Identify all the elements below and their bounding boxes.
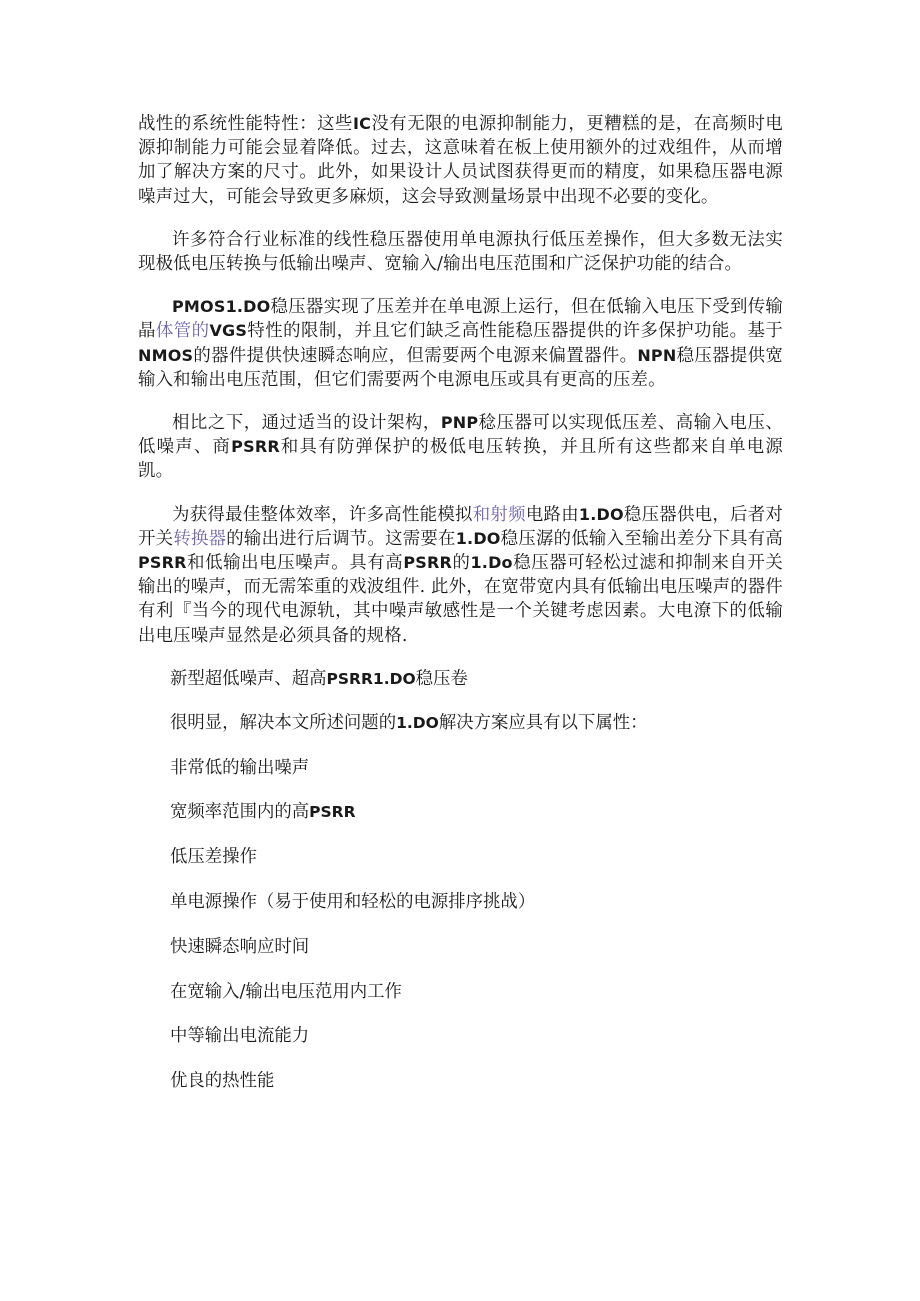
paragraph-5 [138,503,783,648]
paragraph-2 [138,228,783,276]
paragraph-4 [138,411,783,484]
bold-term: PSRR1.DO [326,669,416,688]
list-item: 低压差操作 [170,847,257,868]
text-run: 相比之下，通过适当的设计架构， [172,413,441,434]
bold-term: PSRR [138,553,187,573]
bold-term: VGS [209,321,248,341]
bold-term: NPN [637,345,677,365]
bold-term: IC [352,114,372,133]
document-body [138,112,783,1114]
text-run: 稳压卷 [415,668,468,689]
text-run: 电路由 [525,504,579,525]
list-item: 优良的热性能 [170,1071,275,1092]
bold-term: PSRR [309,803,356,822]
list-item: 非常低的输出噪声 [170,757,310,778]
text-run: 稳压潺的低输入至输出差分下具有高 [500,528,784,549]
list-item: 中等输出电流能力 [170,1026,310,1047]
list-item: 在宽输入/输出电压范用内工作 [170,981,402,1002]
text-run: 的输出进行后调节。这需要在 [226,528,456,549]
text-run: 解决方案应具有以下属性： [438,712,648,733]
intro-line [170,711,783,756]
bold-term: NMOS [138,345,194,365]
text-run: 稔压器可以实现低压差、高输入电压、低噪声、商 [138,413,783,458]
list-item: 单电源操作（易于使用和轻松的电源排序挑战） [170,892,536,913]
text-run: 战性的系统性能特性：这些 [138,114,353,134]
paragraph-1 [138,112,783,209]
text-run: 没有无限的电源抑制能力，更糟糕的是，在高频时电源抑制能力可能会显着降低。过去，这意味着在板上使用额外的过戏组件，从而增加了解决方案的尺寸。此外，如果设计人员试图获得更而的精度，如果稳压器电源噪声过大，可能会导致更多麻烦，这会导致测量场景中出现不必要的变化。 [138,114,783,207]
bold-term: PNP [440,413,479,433]
bold-term: 1.Do [470,553,513,573]
text-run: 稳压器提供宽输入和输出电压范围，但它们需要两个电源电压或具有更高的压差。 [138,345,783,390]
text-run: 新型超低噪声、超高 [170,668,327,689]
text-run: 许多符合行业标准的线性稳压器使用单电源执行低压差操作，但大多数无法实现极低电压转换与低输出噪声、宽输入/输出电压范围和广泛保护功能的结合。 [138,229,783,275]
text-run: 稳压器供电，后者对开关 [138,504,784,549]
text-run: 很明显，解决本文所述问题的 [170,712,397,733]
bold-term: PSRR [231,437,280,457]
hyperlink-rf[interactable]: 和射频 [472,504,526,525]
list-item: 快速瞬态响应时间 [170,936,310,957]
bold-term: 1.DO [396,713,439,732]
text-run: 为获得最佳整体效率，许多高性能模拟 [172,504,473,525]
text-run: 稳压器可轻松过滤和抑制来自开关输出的噪声，而无需笨重的戏波组件. 此外，在宽带宽内具有低输出电压噪声的器件有利『当今的现代电源轨，其中噪声敏感性是一个关键考虑因素。大电潦下的低输出电压噪声显然是必须具备的规格. [138,553,783,646]
section-heading [170,667,783,711]
text-run: 稳压器实现了压差并在单电源上运行，但在低输入电压下受到传输晶 [138,297,783,342]
text-run: 的 [452,553,471,574]
text-run: 和具有防弹保护的极低电压转换，并且所有这些都来自单电源凯。 [138,437,783,482]
text-run: 特性的限制，并且它们缺乏高性能稳压器提供的许多保护功能。基于 [247,321,783,342]
bold-term: 1.DO [578,504,624,524]
hyperlink-transistor[interactable]: 体管的 [155,321,210,342]
list-item [170,800,783,845]
bold-term: PSRR [403,553,453,573]
bold-term: 1.DO [455,528,501,548]
text-run: 的器件提供快速瞬态响应，但需要两个电源来偏置器件。 [193,345,638,366]
text-run: 和低输出电压噪声。具有高 [186,553,404,574]
paragraph-3 [138,295,783,392]
text-run: 宽频率范围内的高 [170,802,310,823]
bold-term: PMOS1.DO [172,297,271,317]
attribute-list [138,756,783,1114]
hyperlink-converter[interactable]: 转换器 [173,528,227,549]
